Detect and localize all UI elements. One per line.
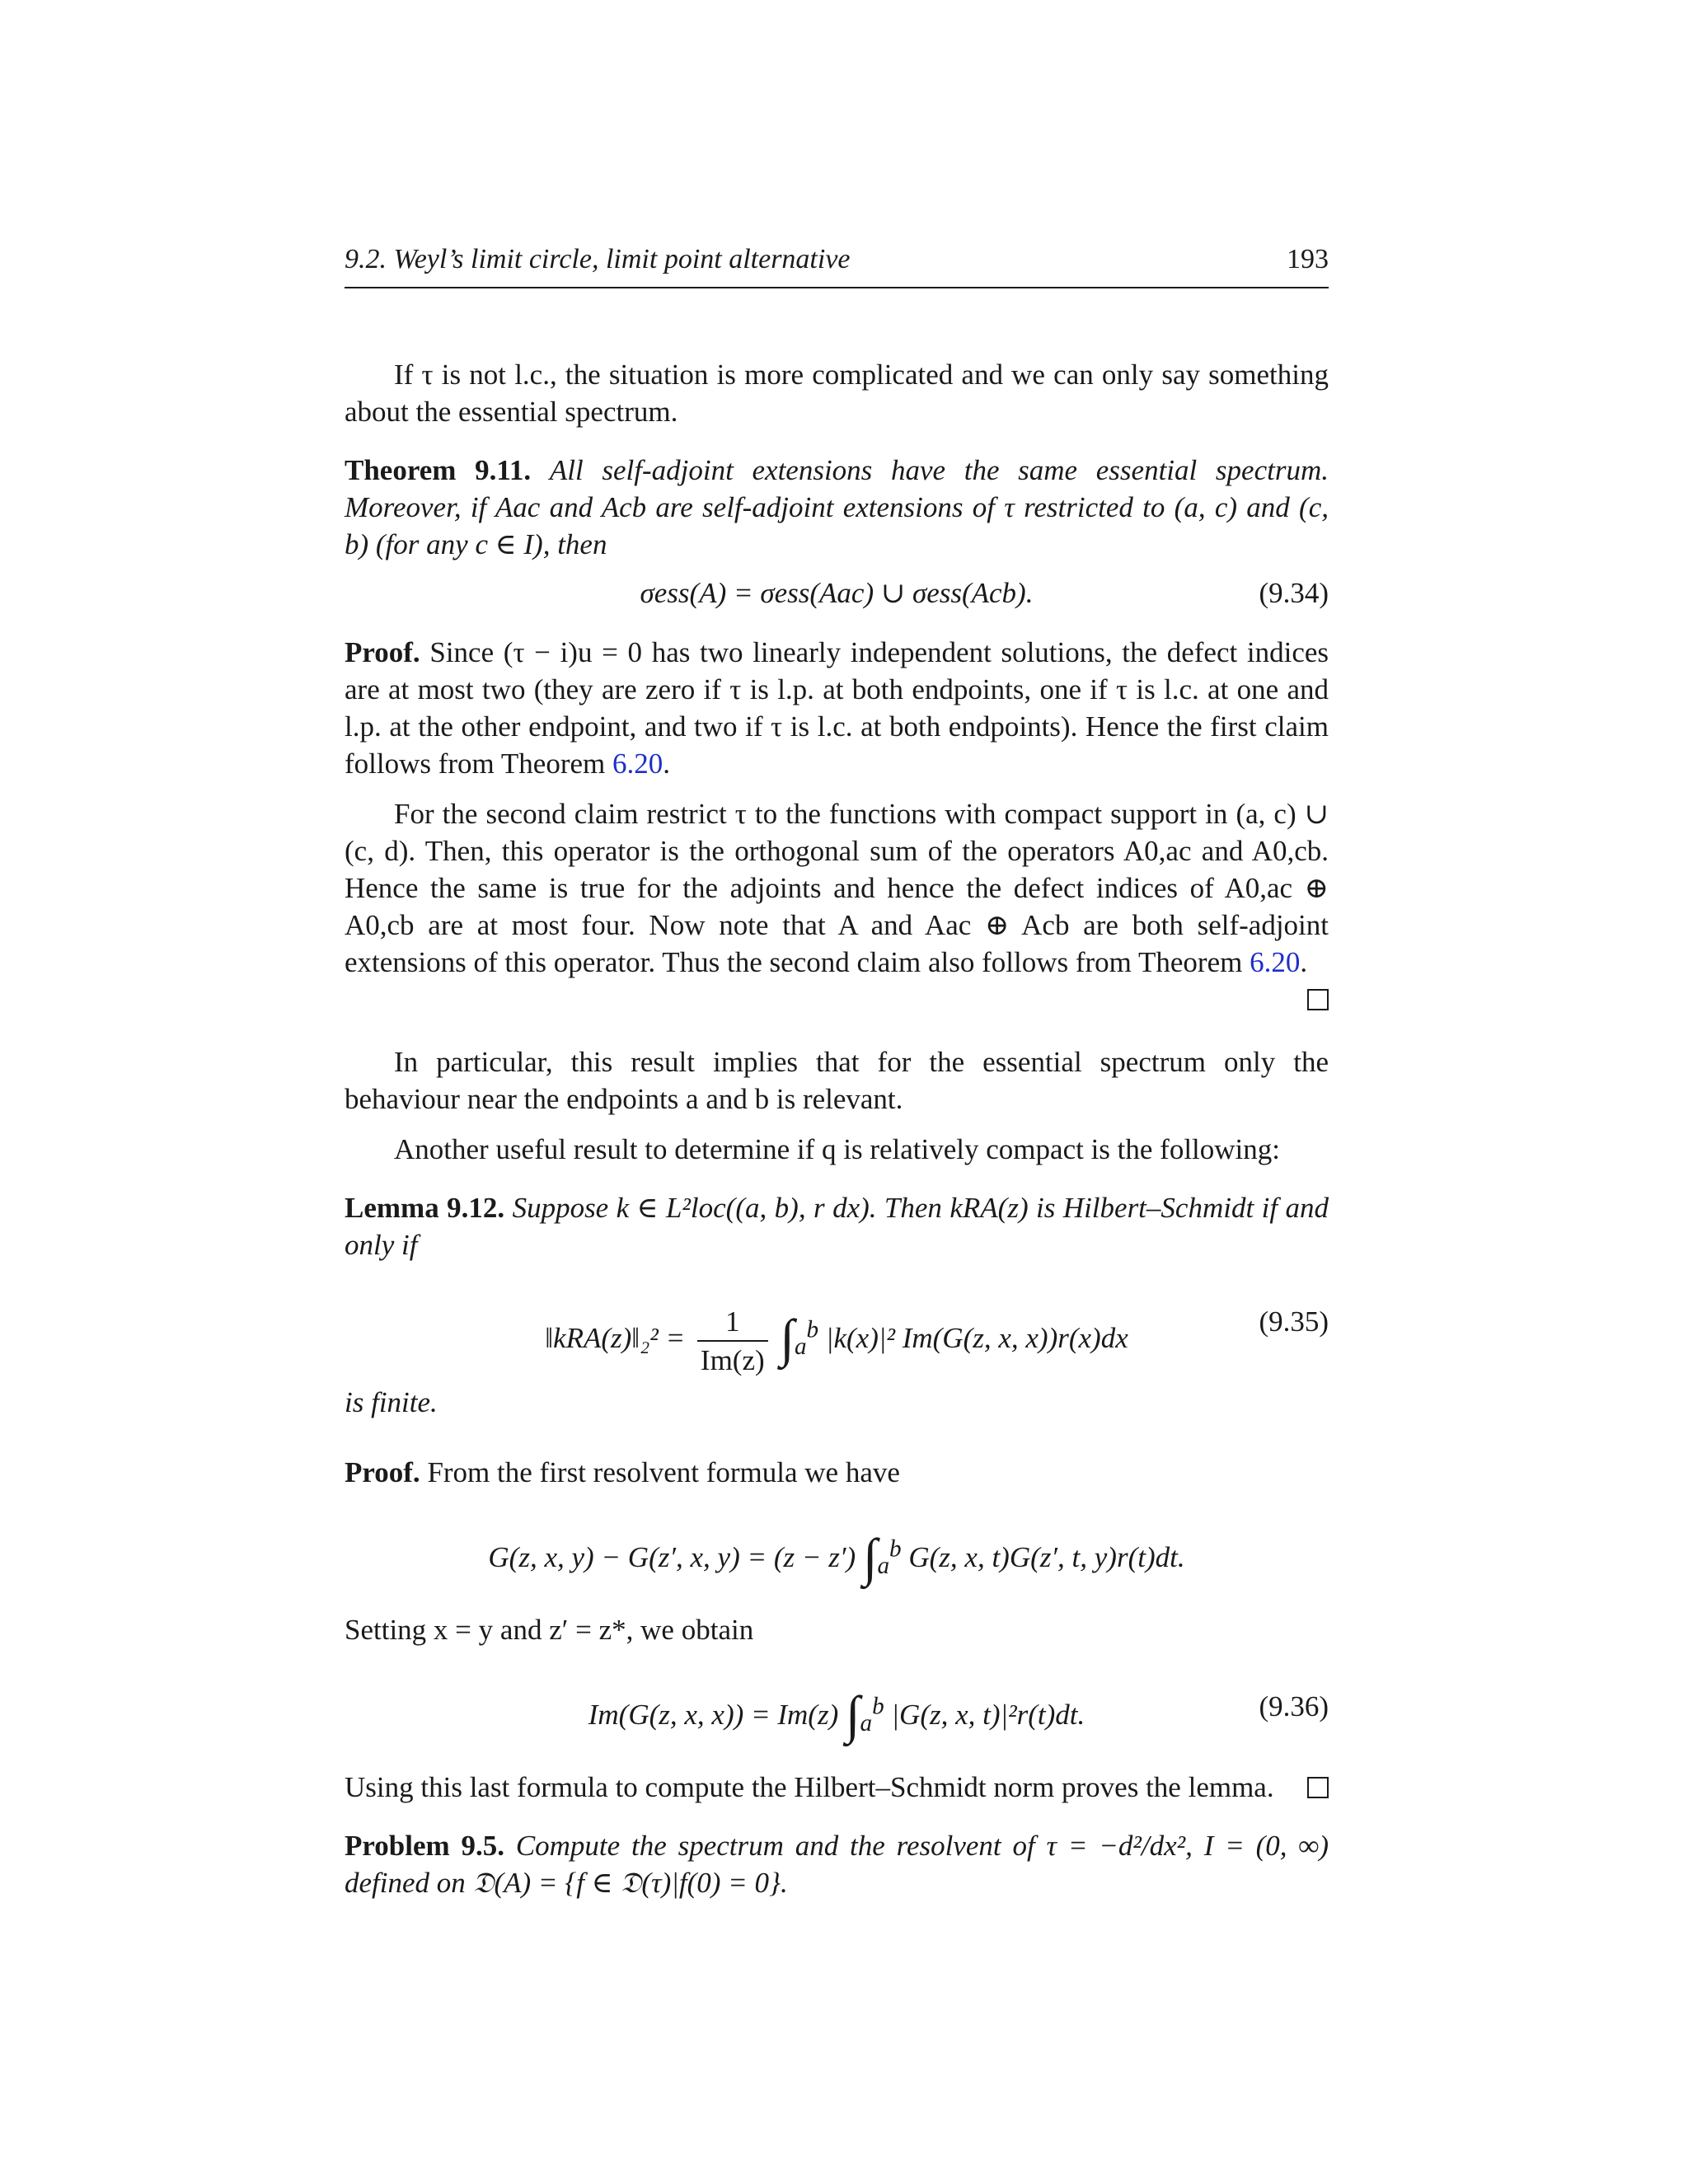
problem-text: Compute the spectrum and the resolvent of τ = −d²/dx², I = (0, ∞) defined on 𝔇(A) = {f ∈ 𝔇(τ)|f(0) = 0}. bbox=[345, 1830, 1329, 1899]
page-number: 193 bbox=[1287, 244, 1329, 274]
equation-rhs: |k(x)|² Im(G(z, x, x))r(x)dx bbox=[825, 1322, 1128, 1355]
proof-theorem-9-11: Proof. Since (τ − i)u = 0 has two linearly independent solutions, the defect indices are at most two (they are zero if τ is l.p. at both endpoints, one if τ is l.c. at one and l.p. at the other endpoint, and two if τ is l.c. at both endpoints). Hence the first claim follows from Theorem 6.20. bbox=[345, 636, 1329, 780]
proof-closing-text: Using this last formula to compute the Hilbert–Schmidt norm proves the lemma. bbox=[345, 1771, 1274, 1803]
integral-lower-limit: a bbox=[860, 1710, 873, 1736]
page-body bbox=[345, 356, 1329, 1901]
problem-9-5 bbox=[345, 1827, 1329, 1901]
setting-line: Setting x = y and z′ = z*, we obtain bbox=[345, 1614, 754, 1646]
theorem-text: All self-adjoint extensions have the same essential spectrum. Moreover, if Aac and Acb are self-adjoint extensions of τ restricted to (a, c) and (c, b) (for any c ∈ I), then bbox=[345, 454, 1329, 560]
equation-number: (9.36) bbox=[1259, 1690, 1329, 1722]
equation-lhs: ‖kRA(z)‖₂² = bbox=[545, 1322, 686, 1355]
equation-9-34 bbox=[345, 574, 1329, 621]
equation-9-36 bbox=[345, 1660, 1329, 1757]
integral-lower-limit: a bbox=[794, 1333, 807, 1361]
running-header bbox=[345, 244, 1329, 288]
intro-paragraph: If τ is not l.c., the situation is more complicated and we can only say something about the essential spectrum. bbox=[345, 359, 1329, 428]
proof-text-a: Since (τ − i)u = 0 has two linearly independent solutions, the defect indices are at most two (they are zero if τ is l.p. at both endpoints, one if τ is l.c. at one and l.p. at the other endpoint, and two if τ is l.c. at both endpoints). Hence the first claim follows from Theorem bbox=[345, 636, 1329, 780]
problem-label: Problem 9.5. bbox=[345, 1830, 504, 1862]
theorem-9-11 bbox=[345, 452, 1329, 563]
equation-lhs: Im(G(z, x, x)) = Im(z) bbox=[588, 1699, 839, 1731]
equation-body bbox=[345, 1530, 1329, 1585]
equation-body bbox=[345, 1303, 1329, 1379]
theorem-label: Theorem 9.11. bbox=[345, 454, 532, 486]
qed-square-icon bbox=[1307, 989, 1329, 1010]
lemma-text: Suppose k ∈ L²loc((a, b), r dx). Then kRA(z) is Hilbert–Schmidt if and only if bbox=[345, 1192, 1329, 1261]
paragraph-essential-spectrum: In particular, this result implies that for the essential spectrum only the behaviour near the endpoints a and b is relevant. bbox=[345, 1046, 1329, 1115]
section-title: 9.2. Weyl’s limit circle, limit point alternative bbox=[345, 244, 851, 274]
lemma-label: Lemma 9.12. bbox=[345, 1192, 505, 1224]
equation-lhs: G(z, x, y) − G(z′, x, y) = (z − z′) bbox=[488, 1541, 856, 1573]
fraction-denominator: Im(z) bbox=[700, 1344, 765, 1376]
page bbox=[345, 0, 1329, 2184]
fraction bbox=[697, 1303, 768, 1379]
resolvent-equation bbox=[345, 1502, 1329, 1600]
equation-9-35 bbox=[345, 1275, 1329, 1376]
integral-upper-limit: b bbox=[806, 1316, 819, 1343]
proof-paragraph-2: For the second claim restrict τ to the functions with compact support in (a, c) ∪ (c, d). Then, this operator is the orthogonal sum of the operators A0,ac and A0,cb. Hence the same is true for the adjoints and hence the defect indices of A0,ac ⊕ A0,cb are at most four. Now note that A and Aac ⊕ Acb are both self-adjoint extensions of this operator. Thus the second claim also follows from Theorem 6.20. bbox=[345, 795, 1329, 981]
proof-text: From the first resolvent formula we have bbox=[427, 1456, 900, 1488]
integral-sign-icon: ∫ bbox=[780, 1309, 795, 1368]
theorem-reference-link[interactable]: 6.20 bbox=[1250, 946, 1301, 978]
proof-closing bbox=[345, 1769, 1329, 1806]
equation-body bbox=[345, 1685, 1329, 1744]
integral-upper-limit: b bbox=[889, 1535, 902, 1563]
lemma-tail: is finite. bbox=[345, 1386, 438, 1418]
equation-number: (9.35) bbox=[1259, 1305, 1329, 1338]
integral-sign-icon: ∫ bbox=[845, 1685, 860, 1744]
integral-sign-icon: ∫ bbox=[862, 1528, 878, 1586]
paragraph-relative-compactness: Another useful result to determine if q is relatively compact is the following: bbox=[394, 1133, 1281, 1165]
proof-text-b: For the second claim restrict τ to the functions with compact support in (a, c) ∪ (c, d). Then, this operator is the orthogonal sum of the operators A0,ac and A0,cb. Hence the same is true for the adjoints and hence the defect indices of A0,ac ⊕ A0,cb are at most four. Now note that A and Aac ⊕ Acb are both self-adjoint extensions of this operator. Thus the second claim also follows from Theorem bbox=[345, 798, 1329, 978]
proof-label: Proof. bbox=[345, 1456, 420, 1488]
equation-body: σess(A) = σess(Aac) ∪ σess(Acb). bbox=[640, 577, 1034, 609]
fraction-numerator: 1 bbox=[697, 1303, 768, 1342]
equation-rhs: G(z, x, t)G(z′, t, y)r(t)dt. bbox=[908, 1541, 1185, 1573]
lemma-9-12 bbox=[345, 1189, 1329, 1263]
proof-lemma-9-12 bbox=[345, 1454, 1329, 1491]
proof-label: Proof. bbox=[345, 636, 420, 668]
equation-rhs: |G(z, x, t)|²r(t)dt. bbox=[891, 1699, 1085, 1731]
qed-square-icon bbox=[1307, 1777, 1329, 1798]
integral-upper-limit: b bbox=[872, 1693, 884, 1720]
theorem-reference-link[interactable]: 6.20 bbox=[612, 748, 663, 780]
equation-number: (9.34) bbox=[1259, 577, 1329, 609]
integral-lower-limit: a bbox=[877, 1553, 890, 1579]
